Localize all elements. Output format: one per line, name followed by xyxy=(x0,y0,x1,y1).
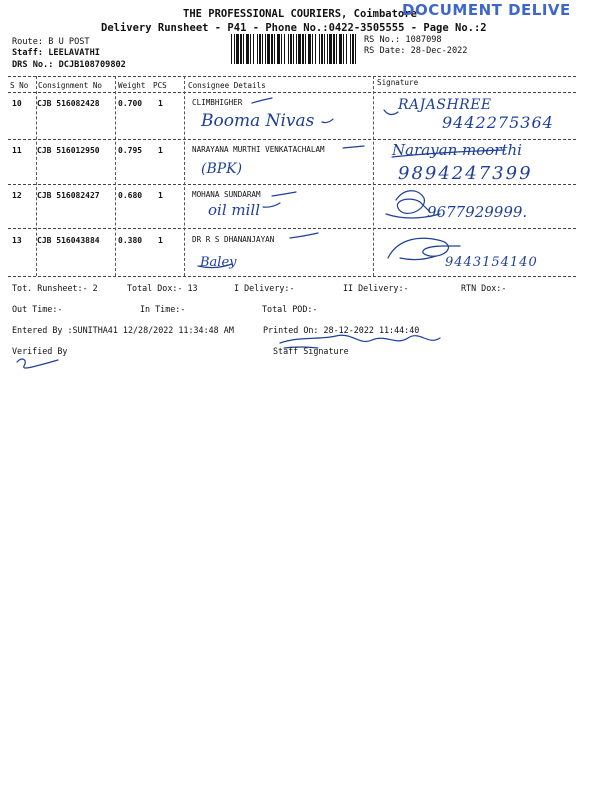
ii-delivery: II Delivery:- xyxy=(343,283,409,293)
staff-label: Staff: LEELAVATHI xyxy=(12,48,100,58)
rtn-dox: RTN Dox:- xyxy=(461,283,507,293)
document-delivered-stamp: DOCUMENT DELIVE xyxy=(402,1,571,19)
row-consignee: MOHANA SUNDARAM xyxy=(192,190,261,199)
row-weight: 0.680 xyxy=(118,191,143,200)
signature-phone: 9443154140 xyxy=(445,255,538,270)
row-pcs: 1 xyxy=(158,99,163,108)
row-consignee: DR R S DHANANJAYAN xyxy=(192,235,275,244)
total-pod: Total POD:- xyxy=(262,304,318,314)
row-pcs: 1 xyxy=(158,146,163,155)
in-time: In Time:- xyxy=(140,304,186,314)
signature-phone: 9442275364 xyxy=(442,113,554,132)
column-header-consignee: Consignee Details xyxy=(188,81,266,90)
signature-phone: 9677929999. xyxy=(427,203,528,221)
row-consignment: CJB 516082427 xyxy=(37,191,100,200)
staff-signature: Staff Signature xyxy=(273,346,349,356)
signature-name: Narayan moorthi xyxy=(392,141,522,159)
signature-phone: 9894247399 xyxy=(398,163,533,184)
row-sno: 13 xyxy=(12,236,22,245)
column-header-weight: Weight xyxy=(118,81,146,90)
row-sno: 10 xyxy=(12,99,22,108)
row-weight: 0.700 xyxy=(118,99,143,108)
row-sno: 12 xyxy=(12,191,22,200)
drs-value: DCJB108709802 xyxy=(58,60,126,70)
total-runsheet: Tot. Runsheet:- 2 xyxy=(12,283,98,293)
handwritten-consignee: Baley xyxy=(200,255,237,270)
row-weight: 0.795 xyxy=(118,146,143,155)
entered-by: Entered By :SUNITHA41 12/28/2022 11:34:48 AM xyxy=(12,325,234,335)
row-consignee: CLIMBHIGHER xyxy=(192,98,243,107)
company-title: THE PROFESSIONAL COURIERS, Coimbatore xyxy=(183,8,417,20)
column-header-pcs: PCS xyxy=(153,81,167,90)
row-consignee: NARAYANA MURTHI VENKATACHALAM xyxy=(192,145,325,154)
runsheet-subtitle: Delivery Runsheet - P41 - Phone No.:0422-3505555 - Page No.:2 xyxy=(101,22,487,34)
total-dox: Total Dox:- 13 xyxy=(127,283,198,293)
column-header-signature: Signature xyxy=(377,78,419,87)
rs-number: RS No.: 1087098 xyxy=(364,35,442,45)
row-pcs: 1 xyxy=(158,191,163,200)
handwritten-consignee: oil mill xyxy=(208,201,261,219)
handwritten-consignee: Booma Nivas xyxy=(201,111,315,131)
column-header-consignment: Consignment No xyxy=(38,81,103,90)
drs-label: DRS No.: xyxy=(12,60,54,70)
row-weight: 0.380 xyxy=(118,236,143,245)
row-consignment: CJB 516082428 xyxy=(37,99,100,108)
rs-date: RS Date: 28-Dec-2022 xyxy=(364,46,468,56)
handwritten-consignee: (BPK) xyxy=(201,161,243,177)
out-time: Out Time:- xyxy=(12,304,63,314)
column-header-sno: S No xyxy=(10,81,29,90)
verified-by: Verified By xyxy=(12,346,68,356)
row-consignment: CJB 516012950 xyxy=(37,146,100,155)
row-consignment: CJB 516043884 xyxy=(37,236,100,245)
route-label: Route: B U POST xyxy=(12,37,90,47)
printed-on: Printed On: 28-12-2022 11:44:40 xyxy=(263,325,420,335)
row-pcs: 1 xyxy=(158,236,163,245)
row-sno: 11 xyxy=(12,146,22,155)
signature-name: RAJASHREE xyxy=(398,97,492,113)
i-delivery: I Delivery:- xyxy=(234,283,295,293)
